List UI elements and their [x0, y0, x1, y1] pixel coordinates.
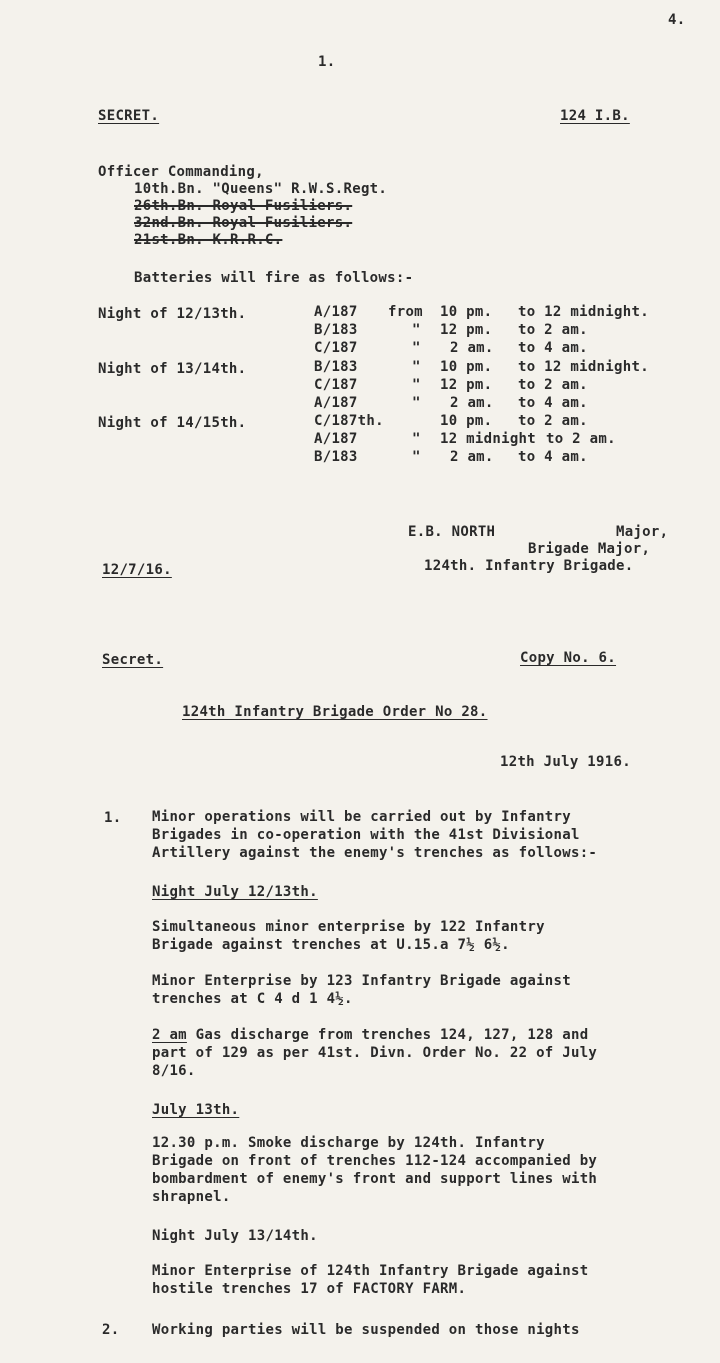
- item-number: 1.: [104, 810, 122, 826]
- night1-paragraph: Simultaneous minor enterprise by 122 Infantry Brigade against trenches at U.15.a 7½ 6½.: [152, 919, 545, 953]
- schedule-row: B/183 " 2 am. to 4 am.: [314, 449, 588, 465]
- night2-heading: Night July 13/14th.: [152, 1228, 318, 1244]
- page-corner-number: 4.: [668, 12, 686, 28]
- order-title: 124th Infantry Brigade Order No 28.: [182, 704, 488, 720]
- order-copy-number: Copy No. 6.: [520, 650, 617, 666]
- schedule-night-label: Night of 13/14th.: [98, 361, 247, 377]
- schedule-row: B/183 " 10 pm. to 12 midnight.: [314, 359, 649, 375]
- schedule-row: C/187 " 2 am. to 4 am.: [314, 340, 588, 356]
- item1-paragraph: Minor operations will be carried out by Infantry Brigades in co-operation with the 41st Divisional Artillery against the enemy's trenches as follows:-: [152, 809, 598, 861]
- signature-title: Brigade Major,: [528, 541, 651, 557]
- memo-reference: 124 I.B.: [560, 108, 630, 124]
- schedule-night-label: Night of 12/13th.: [98, 306, 247, 322]
- day-paragraph: 12.30 p.m. Smoke discharge by 124th. Infantry Brigade on front of trenches 112-124 accompanied by bombardment of enemy's front and support lines with shrapnel.: [152, 1135, 598, 1205]
- item-number: 2.: [102, 1322, 120, 1338]
- struck-addressee: 26th.Bn. Royal Fusiliers.: [134, 198, 353, 214]
- night1-paragraph: Minor Enterprise by 123 Infantry Brigade against trenches at C 4 d 1 4½.: [152, 973, 571, 1007]
- schedule-row: C/187 " 12 pm. to 2 am.: [314, 377, 588, 393]
- order-date: 12th July 1916.: [500, 754, 631, 770]
- day-heading: July 13th.: [152, 1102, 240, 1118]
- signature-name: E.B. NORTH: [408, 524, 496, 540]
- schedule-row: A/187 " 2 am. to 4 am.: [314, 395, 588, 411]
- memo-classification: SECRET.: [98, 108, 160, 124]
- schedule-row: C/187th. 10 pm. to 2 am.: [314, 413, 588, 429]
- signature-rank: Major,: [616, 524, 669, 540]
- item2-text: Working parties will be suspended on those nights: [152, 1322, 580, 1338]
- schedule-night-label: Night of 14/15th.: [98, 415, 247, 431]
- memo-date: 12/7/16.: [102, 562, 172, 578]
- gas-time: 2 am: [152, 1027, 187, 1043]
- struck-addressee: 32nd.Bn. Royal Fusiliers.: [134, 215, 353, 231]
- order-classification: Secret.: [102, 652, 164, 668]
- addressee-line: Officer Commanding,: [98, 164, 264, 180]
- page-number: 1.: [318, 54, 336, 70]
- signature-unit: 124th. Infantry Brigade.: [424, 558, 634, 574]
- schedule-row: B/183 " 12 pm. to 2 am.: [314, 322, 588, 338]
- addressee-line: 10th.Bn. "Queens" R.W.S.Regt.: [134, 181, 388, 197]
- gas-paragraph: 2 am Gas discharge from trenches 124, 127, 128 and part of 129 as per 41st. Divn. Order No. 22 of July 8/16.: [152, 1027, 598, 1079]
- schedule-row: A/187 " 12 midnight to 2 am.: [314, 431, 616, 447]
- schedule-row: A/187 from 10 pm. to 12 midnight.: [314, 304, 649, 320]
- memo-intro: Batteries will fire as follows:-: [134, 270, 414, 286]
- struck-addressee: 21st.Bn. K.R.R.C.: [134, 232, 283, 248]
- night2-paragraph: Minor Enterprise of 124th Infantry Brigade against hostile trenches 17 of FACTORY FARM.: [152, 1263, 589, 1297]
- night1-heading: Night July 12/13th.: [152, 884, 318, 900]
